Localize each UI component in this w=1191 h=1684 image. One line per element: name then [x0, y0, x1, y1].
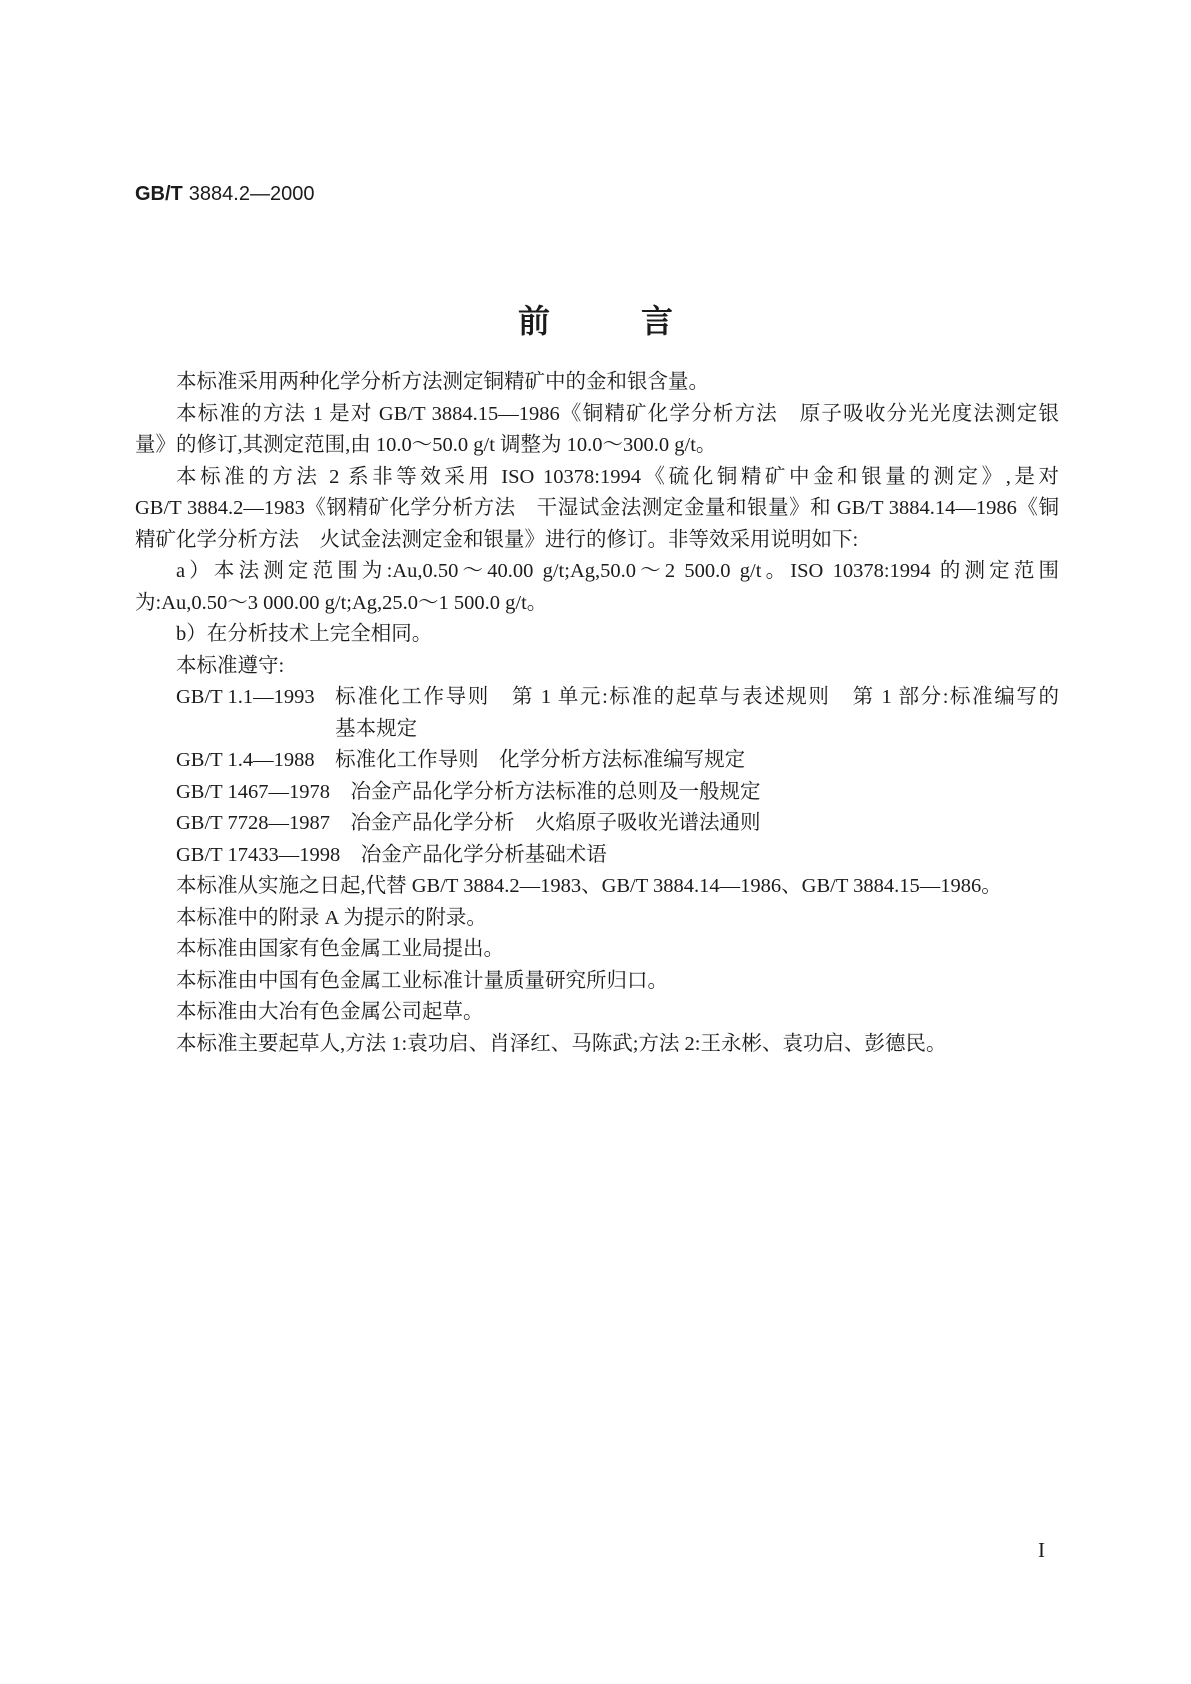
item-a-measurement-range [135, 556, 1059, 619]
reference-item [135, 840, 1059, 872]
paragraph-drafted-by [135, 997, 1059, 1029]
reference-gap [330, 777, 351, 809]
reference-gap [315, 745, 336, 777]
paragraph-drafters [135, 1029, 1059, 1061]
text-line: 本标准由国家有色金属工业局提出。 [176, 938, 504, 960]
reference-code: GB/T 1467—1978 [176, 780, 330, 803]
text-line: 本标准采用两种化学分析方法测定铜精矿中的金和银含量。 [176, 371, 709, 393]
paragraph-proposed-by [135, 934, 1059, 966]
paragraph-method-2 [135, 462, 1059, 557]
text-line: 标准化工作导则 化学分析方法标准编写规定 [335, 749, 746, 771]
text-line: a）本法测定范围为:Au,0.50～40.00 g/t;Ag,50.0～2 500.0 g/t。ISO 10378:1994 的测定范围 [176, 560, 1059, 582]
reference-title [335, 682, 1059, 745]
text-line: 本标准遵守: [176, 654, 285, 677]
running-header [135, 182, 314, 206]
text-line: b）在分析技术上完全相同。 [176, 623, 433, 645]
paragraph-compliance-intro [135, 651, 1059, 683]
text-line: 本标准由大冶有色金属公司起草。 [176, 1001, 484, 1023]
reference-item [135, 777, 1059, 809]
text-line: 精矿化学分析方法 火试金法测定金和银量》进行的修订。非等效采用说明如下: [135, 528, 859, 551]
normative-reference-list [135, 682, 1059, 871]
reference-gap [315, 682, 336, 745]
text-line: 本标准主要起草人,方法 1:袁功启、肖泽红、马陈武;方法 2:王永彬、袁功启、彭德民。 [176, 1032, 947, 1055]
paragraph-scope [135, 367, 1059, 399]
text-line: 冶金产品化学分析基础术语 [360, 843, 607, 866]
text-line: 标准化工作导则 第 1 单元:标准的起草与表述规则 第 1 部分:标准编写的 [335, 686, 1059, 708]
text-line: 为:Au,0.50～3 000.00 g/t;Ag,25.0～1 500.0 g/t。 [135, 591, 548, 614]
reference-gap [340, 840, 361, 872]
text-line: GB/T 3884.2—1983《钢精矿化学分析方法 干湿试金法测定金量和银量》和 GB/T 3884.14—1986《铜 [135, 497, 1059, 519]
foreword-title: 前 言 [517, 302, 682, 340]
reference-gap [330, 808, 351, 840]
reference-item [135, 745, 1059, 777]
reference-code: GB/T 1.4—1988 [176, 749, 315, 771]
text-line: 本标准中的附录 A 为提示的附录。 [176, 906, 487, 929]
reference-item [135, 808, 1059, 840]
paragraph-method-1 [135, 399, 1059, 462]
foreword-body [135, 367, 1059, 1060]
reference-title [361, 840, 1059, 872]
reference-title [350, 777, 1059, 809]
paragraph-replaces [135, 871, 1059, 903]
text-line: 冶金产品化学分析 火焰原子吸收光谱法通则 [350, 812, 761, 834]
text-line: 本标准从实施之日起,代替 GB/T 3884.2—1983、GB/T 3884.14—1986、GB/T 3884.15—1986。 [176, 875, 1002, 897]
text-line: 基本规定 [335, 717, 418, 740]
reference-item [135, 682, 1059, 745]
text-line: 冶金产品化学分析方法标准的总则及一般规定 [350, 780, 761, 803]
page-number: I [1038, 1538, 1045, 1562]
text-line: 本标准的方法 1 是对 GB/T 3884.15—1986《铜精矿化学分析方法 原子吸收分光光度法测定银 [176, 402, 1059, 425]
text-line: 量》的修订,其测定范围,由 10.0～50.0 g/t 调整为 10.0～300.0 g/t。 [135, 434, 717, 456]
paragraph-annex [135, 903, 1059, 935]
text-line: 本标准由中国有色金属工业标准计量质量研究所归口。 [176, 969, 668, 992]
paragraph-centralized-by [135, 966, 1059, 998]
standard-code-number: 3884.2—2000 [188, 183, 315, 205]
text-line: 本标准的方法 2 系非等效采用 ISO 10378:1994《硫化铜精矿中金和银量的测定》,是对 [176, 465, 1059, 488]
reference-title [350, 808, 1059, 840]
item-b-analysis-technique [135, 619, 1059, 651]
reference-code: GB/T 17433—1998 [176, 843, 341, 866]
reference-code: GB/T 1.1—1993 [176, 686, 315, 708]
reference-title [335, 745, 1059, 777]
standard-code-prefix: GB/T [135, 183, 183, 205]
reference-code: GB/T 7728—1987 [176, 812, 330, 834]
